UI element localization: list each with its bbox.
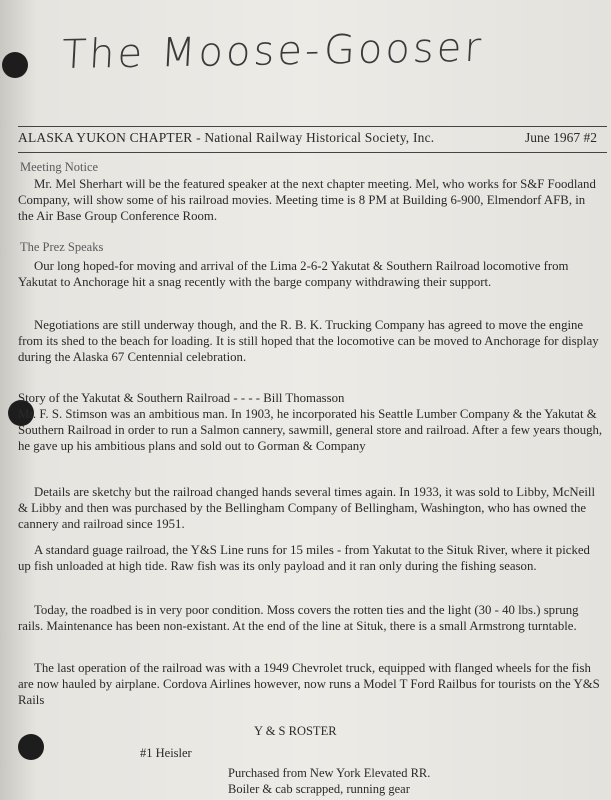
organization-name: ALASKA YUKON CHAPTER - National Railway Historical Society, Inc. [18,130,435,145]
punch-hole [18,734,44,760]
prez-heading: The Prez Speaks [20,240,104,254]
masthead-rule-top [18,126,607,127]
story-paragraph-1: Mr. F. S. Stimson was an ambitious man. In 1903, he incorporated his Seattle Lumber Company & the Yakutat & Southern Railroad in order to run a Salmon cannery, sawmill, general store and railroad. After a few years though, he gave up his ambitious plans and sold out to Gorman & Company [18,407,603,453]
meeting-notice-text: Mr. Mel Sherhart will be the featured speaker at the next chapter meeting. Mel, who works for S&F Foodland Company, will show some of his railroad movies. Meeting time is 8 PM at Building 6-900, Elmendorf AFB, in the Air Base Group Conference Room. [18,177,596,223]
newsletter-title: The Moose-Gooser [60,24,486,79]
story-paragraph-3: A standard guage railroad, the Y&S Line runs for 15 miles - from Yakutat to the Situk River, where it picked up fish unloaded at high tide. Raw fish was its only payload and it ran only during the fishing season. [18,543,590,573]
story-paragraph-2: Details are sketchy but the railroad changed hands several times again. In 1933, it was sold to Libby, McNeill & Libby and then was purchased by the Bellingham Company of Bellingham, Washington, who has owned the cannery and railroad since 1951. [18,485,596,531]
prez-paragraph-1: Our long hoped-for moving and arrival of the Lima 2-6-2 Yakutat & Southern Railroad locomotive from Yakutat to Anchorage hit a snag recently with the barge company withdrawing their support. [18,259,569,289]
roster-item-line-2: Boiler & cab scrapped, running gear [228,782,410,796]
story-paragraph-5: The last operation of the railroad was with a 1949 Chevrolet truck, equipped with flanged wheels for the fish are now hauled by airplane. Cordova Airlines however, now runs a Model T Ford Railbus for tourists on the Y&S Rails [18,661,600,707]
roster-item-line-1: Purchased from New York Elevated RR. [228,766,431,780]
roster-item-label: #1 Heisler [140,746,192,760]
prez-paragraph-2: Negotiations are still underway though, and the R. B. K. Trucking Company has agreed to move the engine from its shed to the beach for loading. It is still hoped that the locomotive can be moved to Anchorage for display during the Alaska 67 Centennial celebration. [18,318,599,364]
masthead-rule-bottom [18,152,607,153]
punch-hole [2,52,28,78]
story-heading: Story of the Yakutat & Southern Railroad - - - - Bill Thomasson [18,391,345,405]
issue-date: June 1967 #2 [525,130,597,145]
masthead [18,130,601,146]
story-paragraph-4: Today, the roadbed is in very poor condition. Moss covers the rotten ties and the light (30 - 40 lbs.) sprung rails. Maintenance has been non-existant. At the end of the line at Situk, there is a small Armstrong turntable. [18,603,579,633]
meeting-notice-heading: Meeting Notice [20,160,99,174]
roster-heading: Y & S ROSTER [254,724,337,738]
